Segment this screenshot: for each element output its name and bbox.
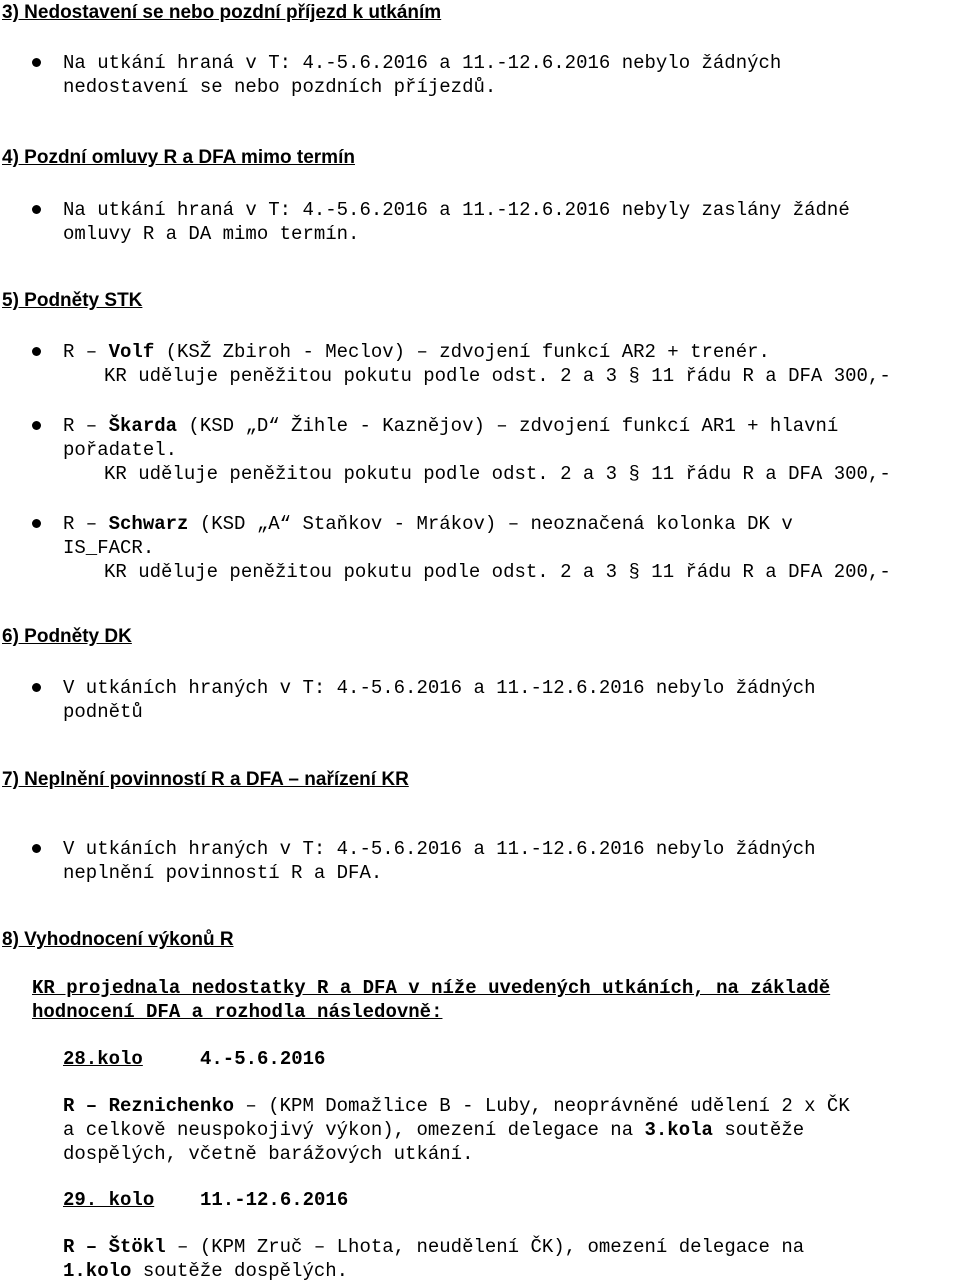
restriction-round: 3.kola: [644, 1119, 713, 1141]
evaluation-line-2: [63, 1259, 348, 1283]
stk-item-text: (KSŽ Zbiroh - Meclov) – zdvojení funkcí AR2 + trenér.: [154, 341, 770, 363]
penalty-text: KR uděluje peněžitou pokutu podle odst. 2 a 3 § 11 řádu R a DFA 200,-: [104, 561, 891, 583]
section-6-line-2: podnětů: [63, 701, 143, 723]
section-4-heading: 4) Pozdní omluvy R a DFA mimo termín: [2, 147, 355, 168]
section-7-line-2: neplnění povinností R a DFA.: [63, 862, 383, 884]
stk-item-line: [63, 340, 770, 364]
section-7-line-1: V utkáních hraných v T: 4.-5.6.2016 a 11.-12.6.2016 nebylo žádných: [63, 838, 816, 860]
section-3-heading: 3) Nedostavení se nebo pozdní příjezd k utkáním: [2, 2, 442, 23]
section-6-heading: 6) Podněty DK: [2, 626, 132, 647]
bullet-icon: [32, 205, 41, 214]
restriction-round: 1.kolo: [63, 1260, 132, 1282]
evaluation-text: soutěže: [712, 1119, 805, 1141]
round-date: 4.-5.6.2016: [200, 1048, 326, 1070]
section-5-heading: 5) Podněty STK: [2, 290, 143, 311]
bullet-icon: [32, 421, 41, 430]
referee-name: Reznichenko: [108, 1095, 235, 1117]
section-6-line-1: V utkáních hraných v T: 4.-5.6.2016 a 11.-12.6.2016 nebylo žádných: [63, 677, 816, 699]
referee-name: Škarda: [108, 415, 178, 437]
stk-item-text: (KSD „D“ Žihle - Kaznějov) – zdvojení funkcí AR1 + hlavní: [177, 415, 839, 437]
referee-prefix: R –: [63, 1095, 109, 1117]
evaluation-line-2: [63, 1118, 804, 1142]
bullet-icon: [32, 844, 41, 853]
section-8-heading: 8) Vyhodnocení výkonů R: [2, 929, 234, 950]
evaluation-intro-line-1: KR projednala nedostatky R a DFA v níže uvedených utkáních, na základě: [32, 977, 831, 999]
stk-item-text: (KSD „A“ Staňkov - Mrákov) – neoznačená kolonka DK v: [188, 513, 793, 535]
round-label: 29. kolo: [63, 1189, 155, 1211]
evaluation-text: a celkově neuspokojivý výkon), omezení delegace na: [63, 1119, 645, 1141]
referee-name: Štökl: [108, 1236, 166, 1258]
section-7-heading: 7) Neplnění povinností R a DFA – nařízení KR: [2, 769, 409, 790]
stk-item-prefix: R –: [63, 341, 109, 363]
stk-item-line-2: IS_FACR.: [63, 537, 155, 559]
section-4-line-2: omluvy R a DA mimo termín.: [63, 223, 360, 245]
evaluation-text: – (KPM Domažlice B - Luby, neoprávněné udělení 2 x ČK: [234, 1095, 850, 1117]
stk-item-line: [63, 512, 793, 536]
round-label: 28.kolo: [63, 1048, 143, 1070]
evaluation-text: – (KPM Zruč – Lhota, neudělení ČK), omezení delegace na: [165, 1236, 805, 1258]
stk-item-line: [63, 414, 838, 438]
section-3-line-2: nedostavení se nebo pozdních příjezdů.: [63, 76, 497, 98]
stk-item-prefix: R –: [63, 415, 109, 437]
evaluation-line-1: [63, 1235, 804, 1259]
round-date: 11.-12.6.2016: [200, 1189, 349, 1211]
bullet-icon: [32, 683, 41, 692]
section-4-line-1: Na utkání hraná v T: 4.-5.6.2016 a 11.-12.6.2016 nebyly zaslány žádné: [63, 199, 850, 221]
penalty-text: KR uděluje peněžitou pokutu podle odst. 2 a 3 § 11 řádu R a DFA 300,-: [104, 365, 891, 387]
bullet-icon: [32, 519, 41, 528]
evaluation-text: soutěže dospělých.: [131, 1260, 349, 1282]
penalty-text: KR uděluje peněžitou pokutu podle odst. 2 a 3 § 11 řádu R a DFA 300,-: [104, 463, 891, 485]
referee-prefix: R –: [63, 1236, 109, 1258]
evaluation-line-1: [63, 1094, 850, 1118]
stk-item-prefix: R –: [63, 513, 109, 535]
referee-name: Volf: [108, 341, 155, 363]
section-3-line-1: Na utkání hraná v T: 4.-5.6.2016 a 11.-12.6.2016 nebylo žádných: [63, 52, 782, 74]
bullet-icon: [32, 347, 41, 356]
bullet-icon: [32, 58, 41, 67]
referee-name: Schwarz: [108, 513, 189, 535]
stk-item-line-2: pořadatel.: [63, 439, 178, 461]
evaluation-line-3: dospělých, včetně barážových utkání.: [63, 1143, 474, 1165]
evaluation-intro-line-2: hodnocení DFA a rozhodla následovně:: [32, 1001, 443, 1023]
